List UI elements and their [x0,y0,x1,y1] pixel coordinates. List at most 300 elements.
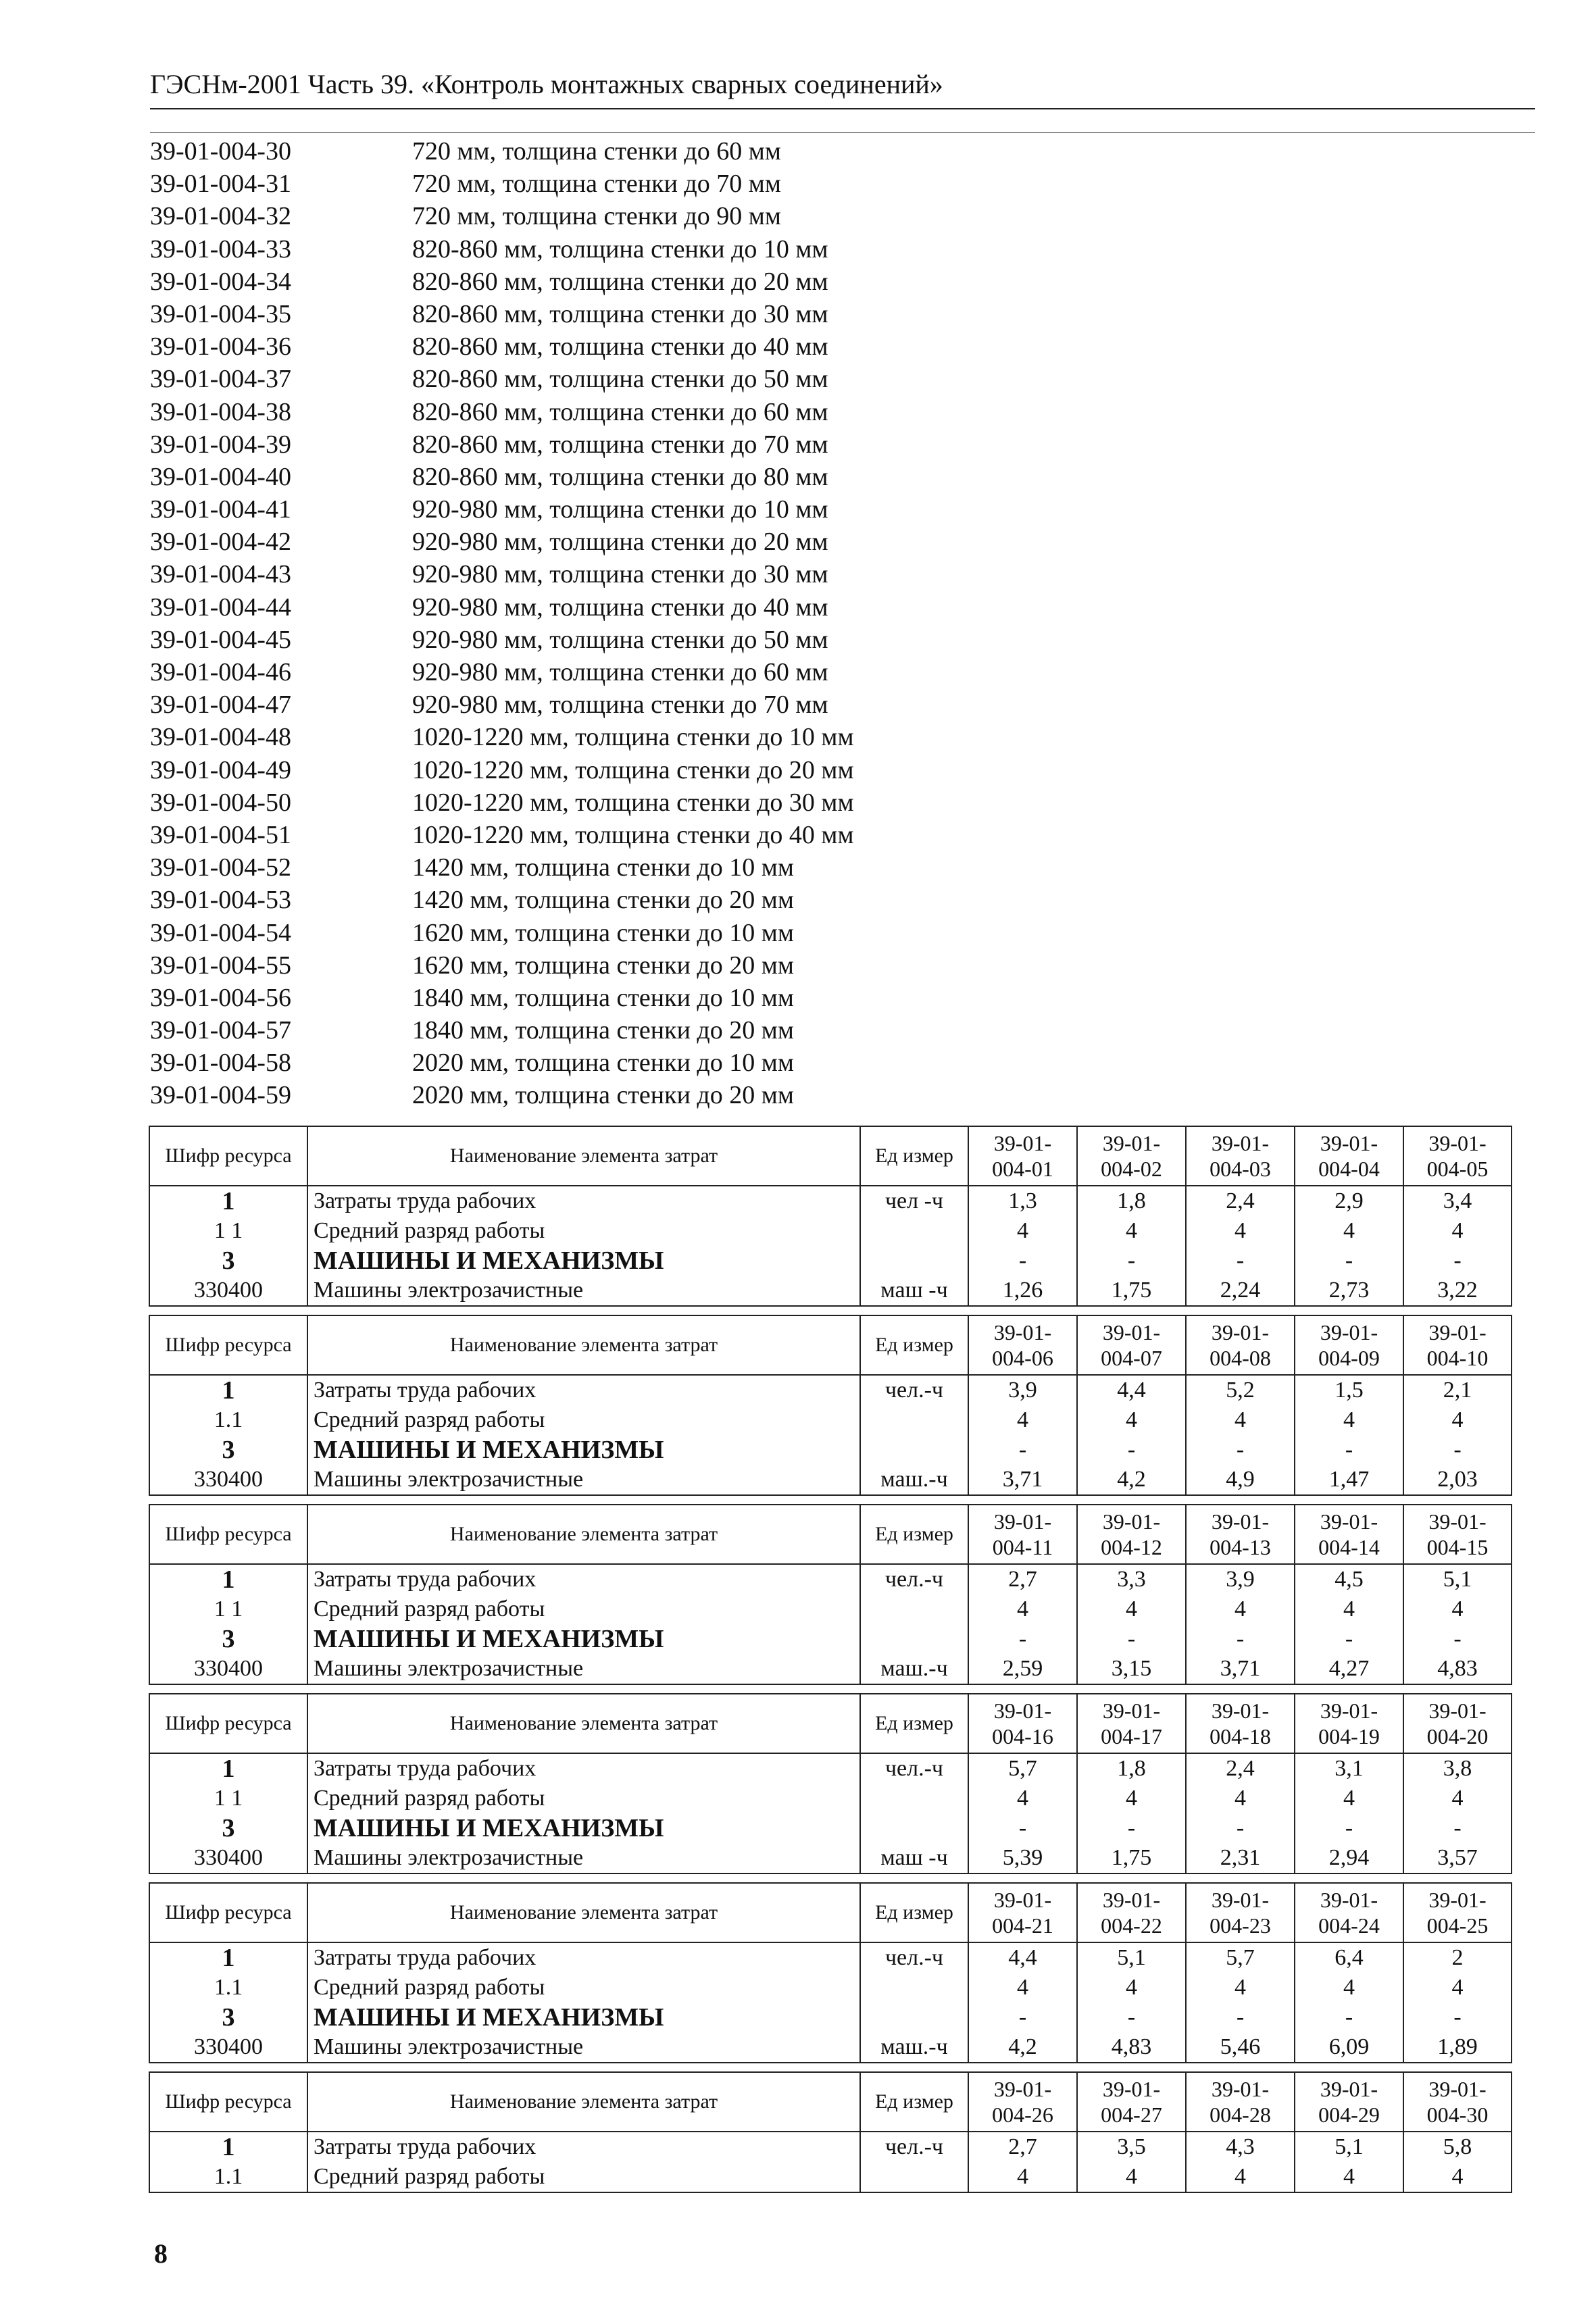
resource-code: 1 [149,1942,307,1973]
cost-value: 4 [1186,1405,1295,1435]
header-norm-code: 39-01- 004-21 [968,1883,1077,1942]
code-row [150,330,1028,363]
header-cost-element: Наименование элемента затрат [307,2072,860,2132]
code-description: 720 мм, толщина стенки до 60 мм [412,137,781,166]
cost-value: - [968,1435,1077,1465]
cost-value: 2,4 [1186,1186,1295,1216]
header-norm-code: 39-01- 004-11 [968,1505,1077,1564]
unit-of-measure [860,1435,968,1465]
table-row [149,1973,1512,2003]
code-id: 39-01-004-41 [150,495,291,524]
code-id: 39-01-004-33 [150,234,291,263]
cost-value: - [1403,1624,1512,1654]
cost-value: 3,4 [1403,1186,1512,1216]
cost-table [149,1882,1512,2063]
code-row [150,851,1028,884]
header-norm-code: 39-01- 004-25 [1403,1883,1512,1942]
header-norm-code: 39-01- 004-13 [1186,1505,1295,1564]
resource-code: 1 [149,1564,307,1594]
header-resource-code: Шифр ресурса [149,2072,307,2132]
code-row [150,1079,1028,1111]
code-id: 39-01-004-59 [150,1081,291,1110]
table-row [149,1813,1512,1843]
cost-value: 1,26 [968,1276,1077,1306]
header-unit: Ед измер [860,1505,968,1564]
cost-value: 5,7 [1186,1942,1295,1973]
resource-code: 330400 [149,1276,307,1306]
cost-value: 5,7 [968,1753,1077,1784]
cost-value: 3,22 [1403,1276,1512,1306]
cost-value: 4 [1295,1216,1403,1246]
table-header-row [149,2072,1512,2132]
cost-value: 3,9 [968,1375,1077,1405]
code-id: 39-01-004-50 [150,788,291,817]
code-id: 39-01-004-56 [150,983,291,1012]
resource-code: 1 [149,2132,307,2162]
code-row [150,396,1028,428]
cost-value: - [1077,1624,1186,1654]
header-norm-code: 39-01- 004-18 [1186,1694,1295,1753]
cost-value: 1,8 [1077,1753,1186,1784]
code-id: 39-01-004-46 [150,658,291,686]
cost-value: 5,1 [1403,1564,1512,1594]
code-list [150,135,1028,1112]
cost-element-name: Машины электрозачистные [307,1843,860,1873]
code-description: 1840 мм, толщина стенки до 20 мм [412,1016,794,1045]
cost-value: 1,89 [1403,2032,1512,2063]
cost-value: 2,03 [1403,1465,1512,1495]
unit-of-measure: чел.-ч [860,1753,968,1784]
header-unit: Ед измер [860,1694,968,1753]
resource-code: 1 1 [149,1216,307,1246]
code-id: 39-01-004-36 [150,332,291,361]
cost-value: 2,7 [968,2132,1077,2162]
code-description: 820-860 мм, толщина стенки до 50 мм [412,365,828,394]
cost-value: 1,75 [1077,1276,1186,1306]
header-norm-code: 39-01- 004-15 [1403,1505,1512,1564]
cost-value: - [1077,2003,1186,2032]
resource-code: 1.1 [149,2162,307,2192]
cost-value: 5,46 [1186,2032,1295,2063]
code-description: 920-980 мм, толщина стенки до 60 мм [412,658,828,686]
cost-table [149,1315,1512,1496]
unit-of-measure: маш.-ч [860,2032,968,2063]
header-cost-element: Наименование элемента затрат [307,1126,860,1186]
cost-value: 4,2 [968,2032,1077,2063]
resource-code: 1 1 [149,1594,307,1624]
cost-value: 4 [1403,1973,1512,2003]
resource-code: 1 [149,1375,307,1405]
table-row [149,1375,1512,1405]
code-row [150,786,1028,819]
cost-value: 4 [1295,1405,1403,1435]
header-cost-element: Наименование элемента затрат [307,1505,860,1564]
code-row [150,135,1028,168]
unit-of-measure [860,2003,968,2032]
cost-value: 4 [1077,1216,1186,1246]
code-row [150,200,1028,232]
cost-value: 4 [1186,1784,1295,1813]
code-id: 39-01-004-38 [150,397,291,426]
cost-value: 6,4 [1295,1942,1403,1973]
code-id: 39-01-004-45 [150,625,291,654]
header-norm-code: 39-01- 004-05 [1403,1126,1512,1186]
cost-value: 3,71 [968,1465,1077,1495]
cost-value: 4 [968,1784,1077,1813]
table-row [149,1405,1512,1435]
header-norm-code: 39-01- 004-08 [1186,1315,1295,1375]
cost-element-name: Затраты труда рабочих [307,1375,860,1405]
code-row [150,461,1028,493]
unit-of-measure [860,1594,968,1624]
cost-value: 1,8 [1077,1186,1186,1216]
table-header-row [149,1883,1512,1942]
code-id: 39-01-004-55 [150,951,291,980]
cost-value: 3,5 [1077,2132,1186,2162]
code-row [150,656,1028,688]
cost-value: 4 [1186,1973,1295,2003]
header-norm-code: 39-01- 004-28 [1186,2072,1295,2132]
unit-of-measure [860,1813,968,1843]
resource-code: 330400 [149,2032,307,2063]
cost-element-name: Затраты труда рабочих [307,2132,860,2162]
table-row [149,1276,1512,1306]
cost-value: 3,71 [1186,1654,1295,1684]
unit-of-measure: чел.-ч [860,2132,968,2162]
cost-element-name: МАШИНЫ И МЕХАНИЗМЫ [307,2003,860,2032]
header-norm-code: 39-01- 004-07 [1077,1315,1186,1375]
code-description: 2020 мм, толщина стенки до 10 мм [412,1049,794,1078]
cost-value: 4 [1295,1594,1403,1624]
code-description: 920-980 мм, толщина стенки до 20 мм [412,528,828,557]
table-row [149,1216,1512,1246]
cost-value: 2,4 [1186,1753,1295,1784]
cost-value: 4 [968,1973,1077,2003]
cost-value: 5,39 [968,1843,1077,1873]
header-norm-code: 39-01- 004-03 [1186,1126,1295,1186]
header-norm-code: 39-01- 004-10 [1403,1315,1512,1375]
cost-value: - [1186,1624,1295,1654]
code-description: 920-980 мм, толщина стенки до 70 мм [412,690,828,720]
cost-value: - [1403,1435,1512,1465]
cost-value: 1,75 [1077,1843,1186,1873]
cost-value: 4 [968,1405,1077,1435]
header-norm-code: 39-01- 004-14 [1295,1505,1403,1564]
cost-value: 4 [1403,2162,1512,2192]
cost-value: 4,83 [1077,2032,1186,2063]
header-resource-code: Шифр ресурса [149,1126,307,1186]
code-row [150,428,1028,461]
cost-value: 2,1 [1403,1375,1512,1405]
code-description: 1620 мм, толщина стенки до 10 мм [412,918,794,947]
code-id: 39-01-004-47 [150,690,291,720]
code-id: 39-01-004-49 [150,755,291,784]
resource-code: 330400 [149,1465,307,1495]
code-row [150,526,1028,558]
cost-value: 4 [1077,2162,1186,2192]
cost-value: - [1403,2003,1512,2032]
code-row [150,266,1028,298]
code-id: 39-01-004-58 [150,1049,291,1078]
cost-value: 4 [968,1594,1077,1624]
table-row [149,2162,1512,2192]
cost-element-name: Машины электрозачистные [307,2032,860,2063]
cost-value: 4 [1077,1973,1186,2003]
cost-value: 4 [1077,1405,1186,1435]
table-row [149,1594,1512,1624]
table-row [149,1435,1512,1465]
code-description: 720 мм, толщина стенки до 90 мм [412,202,781,231]
cost-value: 5,1 [1295,2132,1403,2162]
cost-value: 3,1 [1295,1753,1403,1784]
cost-table [149,1504,1512,1685]
cost-value: 4,27 [1295,1654,1403,1684]
header-norm-code: 39-01- 004-19 [1295,1694,1403,1753]
cost-element-name: МАШИНЫ И МЕХАНИЗМЫ [307,1624,860,1654]
header-norm-code: 39-01- 004-23 [1186,1883,1295,1942]
code-row [150,721,1028,753]
code-row [150,1047,1028,1079]
code-id: 39-01-004-40 [150,462,291,491]
cost-element-name: МАШИНЫ И МЕХАНИЗМЫ [307,1813,860,1843]
code-row [150,624,1028,656]
table-row [149,1186,1512,1216]
unit-of-measure: маш -ч [860,1843,968,1873]
header-norm-code: 39-01- 004-29 [1295,2072,1403,2132]
cost-value: 4 [1077,1594,1186,1624]
code-row [150,1014,1028,1047]
cost-value: 4 [968,1216,1077,1246]
code-id: 39-01-004-44 [150,593,291,622]
cost-value: - [968,2003,1077,2032]
cost-element-name: Затраты труда рабочих [307,1186,860,1216]
code-description: 1420 мм, толщина стенки до 20 мм [412,886,794,915]
code-description: 1840 мм, толщина стенки до 10 мм [412,983,794,1012]
cost-value: - [1077,1813,1186,1843]
cost-element-name: Средний разряд работы [307,1405,860,1435]
page-number: 8 [154,2238,168,2269]
header-rule-thin [150,132,1535,133]
page-header: ГЭСНм-2001 Часть 39. «Контроль монтажных сварных соединений» [150,69,943,99]
code-row [150,363,1028,395]
code-id: 39-01-004-51 [150,820,291,849]
cost-element-name: Затраты труда рабочих [307,1564,860,1594]
cost-value: 5,2 [1186,1375,1295,1405]
resource-code: 1.1 [149,1405,307,1435]
cost-element-name: Средний разряд работы [307,1594,860,1624]
cost-table [149,1693,1512,1874]
header-norm-code: 39-01- 004-22 [1077,1883,1186,1942]
cost-element-name: Машины электрозачистные [307,1276,860,1306]
code-row [150,558,1028,590]
cost-value: 4,3 [1186,2132,1295,2162]
header-rule [150,108,1535,109]
resource-code: 1 [149,1186,307,1216]
table-header-row [149,1126,1512,1186]
table-row [149,1784,1512,1813]
header-norm-code: 39-01- 004-02 [1077,1126,1186,1186]
unit-of-measure [860,1246,968,1276]
header-norm-code: 39-01- 004-27 [1077,2072,1186,2132]
code-description: 1020-1220 мм, толщина стенки до 10 мм [412,723,854,752]
table-row [149,1942,1512,1973]
cost-value: 4 [1186,1594,1295,1624]
code-id: 39-01-004-31 [150,170,291,199]
cost-value: - [1077,1246,1186,1276]
code-row [150,949,1028,982]
unit-of-measure: маш.-ч [860,1654,968,1684]
code-id: 39-01-004-30 [150,137,291,166]
resource-code: 330400 [149,1654,307,1684]
cost-value: 1,5 [1295,1375,1403,1405]
code-description: 820-860 мм, толщина стенки до 70 мм [412,430,828,459]
table-header-row [149,1694,1512,1753]
unit-of-measure: чел.-ч [860,1564,968,1594]
code-row [150,982,1028,1014]
cost-value: 2,7 [968,1564,1077,1594]
cost-value: 4 [1403,1405,1512,1435]
cost-value: 4 [1403,1594,1512,1624]
code-description: 1620 мм, толщина стенки до 20 мм [412,951,794,980]
code-row [150,754,1028,786]
code-description: 820-860 мм, толщина стенки до 30 мм [412,299,828,328]
header-norm-code: 39-01- 004-20 [1403,1694,1512,1753]
header-cost-element: Наименование элемента затрат [307,1315,860,1375]
unit-of-measure: маш -ч [860,1276,968,1306]
header-resource-code: Шифр ресурса [149,1883,307,1942]
resource-code: 3 [149,1246,307,1276]
unit-of-measure [860,1973,968,2003]
cost-value: - [968,1624,1077,1654]
cost-value: 6,09 [1295,2032,1403,2063]
code-description: 820-860 мм, толщина стенки до 60 мм [412,397,828,426]
cost-value: - [1295,1246,1403,1276]
cost-value: 4,4 [968,1942,1077,1973]
cost-value: 5,1 [1077,1942,1186,1973]
header-cost-element: Наименование элемента затрат [307,1883,860,1942]
cost-value: 3,15 [1077,1654,1186,1684]
code-row [150,493,1028,526]
cost-element-name: Средний разряд работы [307,2162,860,2192]
cost-value: - [1186,1813,1295,1843]
table-row [149,1843,1512,1873]
code-description: 1020-1220 мм, толщина стенки до 20 мм [412,755,854,784]
table-row [149,2032,1512,2063]
cost-element-name: Машины электрозачистные [307,1654,860,1684]
code-id: 39-01-004-52 [150,853,291,882]
header-unit: Ед измер [860,1883,968,1942]
code-description: 920-980 мм, толщина стенки до 30 мм [412,560,828,589]
resource-code: 330400 [149,1843,307,1873]
code-row [150,168,1028,200]
table-row [149,1624,1512,1654]
code-id: 39-01-004-34 [150,267,291,296]
code-id: 39-01-004-48 [150,723,291,752]
cost-value: - [1295,1435,1403,1465]
cost-value: 2,94 [1295,1843,1403,1873]
table-row [149,1465,1512,1495]
header-norm-code: 39-01- 004-12 [1077,1505,1186,1564]
code-row [150,819,1028,851]
header-norm-code: 39-01- 004-04 [1295,1126,1403,1186]
cost-value: - [968,1813,1077,1843]
cost-value: 4 [968,2162,1077,2192]
header-norm-code: 39-01- 004-30 [1403,2072,1512,2132]
cost-value: 4 [1403,1216,1512,1246]
cost-value: - [1295,1624,1403,1654]
resource-code: 3 [149,1813,307,1843]
code-description: 920-980 мм, толщина стенки до 50 мм [412,625,828,654]
code-id: 39-01-004-43 [150,560,291,589]
table-row [149,1564,1512,1594]
unit-of-measure: чел -ч [860,1186,968,1216]
cost-value: 1,3 [968,1186,1077,1216]
code-description: 820-860 мм, толщина стенки до 80 мм [412,462,828,491]
cost-element-name: МАШИНЫ И МЕХАНИЗМЫ [307,1435,860,1465]
cost-value: 2,24 [1186,1276,1295,1306]
cost-value: 3,3 [1077,1564,1186,1594]
cost-value: - [1186,1435,1295,1465]
code-row [150,591,1028,624]
header-norm-code: 39-01- 004-24 [1295,1883,1403,1942]
header-unit: Ед измер [860,1126,968,1186]
cost-value: 3,8 [1403,1753,1512,1784]
resource-code: 3 [149,1435,307,1465]
resource-code: 1 1 [149,1784,307,1813]
unit-of-measure [860,1405,968,1435]
code-id: 39-01-004-53 [150,886,291,915]
table-row [149,1246,1512,1276]
cost-value: 4,9 [1186,1465,1295,1495]
cost-value: 4 [1186,2162,1295,2192]
header-norm-code: 39-01- 004-17 [1077,1694,1186,1753]
unit-of-measure [860,1624,968,1654]
table-header-row [149,1505,1512,1564]
unit-of-measure: маш.-ч [860,1465,968,1495]
table-row [149,1654,1512,1684]
code-id: 39-01-004-37 [150,365,291,394]
cost-element-name: Средний разряд работы [307,1784,860,1813]
unit-of-measure: чел.-ч [860,1942,968,1973]
cost-value: 4 [1295,2162,1403,2192]
code-description: 820-860 мм, толщина стенки до 40 мм [412,332,828,361]
header-norm-code: 39-01- 004-26 [968,2072,1077,2132]
code-id: 39-01-004-35 [150,299,291,328]
code-description: 2020 мм, толщина стенки до 20 мм [412,1081,794,1110]
unit-of-measure [860,1784,968,1813]
header-norm-code: 39-01- 004-09 [1295,1315,1403,1375]
code-description: 1020-1220 мм, толщина стенки до 30 мм [412,788,854,817]
unit-of-measure: чел.-ч [860,1375,968,1405]
code-row [150,688,1028,721]
code-id: 39-01-004-54 [150,918,291,947]
resource-code: 1.1 [149,1973,307,2003]
code-description: 1020-1220 мм, толщина стенки до 40 мм [412,820,854,849]
code-id: 39-01-004-57 [150,1016,291,1045]
cost-value: - [1186,2003,1295,2032]
cost-element-name: Средний разряд работы [307,1973,860,2003]
header-cost-element: Наименование элемента затрат [307,1694,860,1753]
cost-element-name: Затраты труда рабочих [307,1753,860,1784]
cost-value: 4,83 [1403,1654,1512,1684]
code-row [150,233,1028,266]
code-description: 720 мм, толщина стенки до 70 мм [412,170,781,199]
cost-value: - [1403,1813,1512,1843]
table-row [149,1753,1512,1784]
code-description: 920-980 мм, толщина стенки до 10 мм [412,495,828,524]
cost-value: - [968,1246,1077,1276]
table-row [149,2003,1512,2032]
